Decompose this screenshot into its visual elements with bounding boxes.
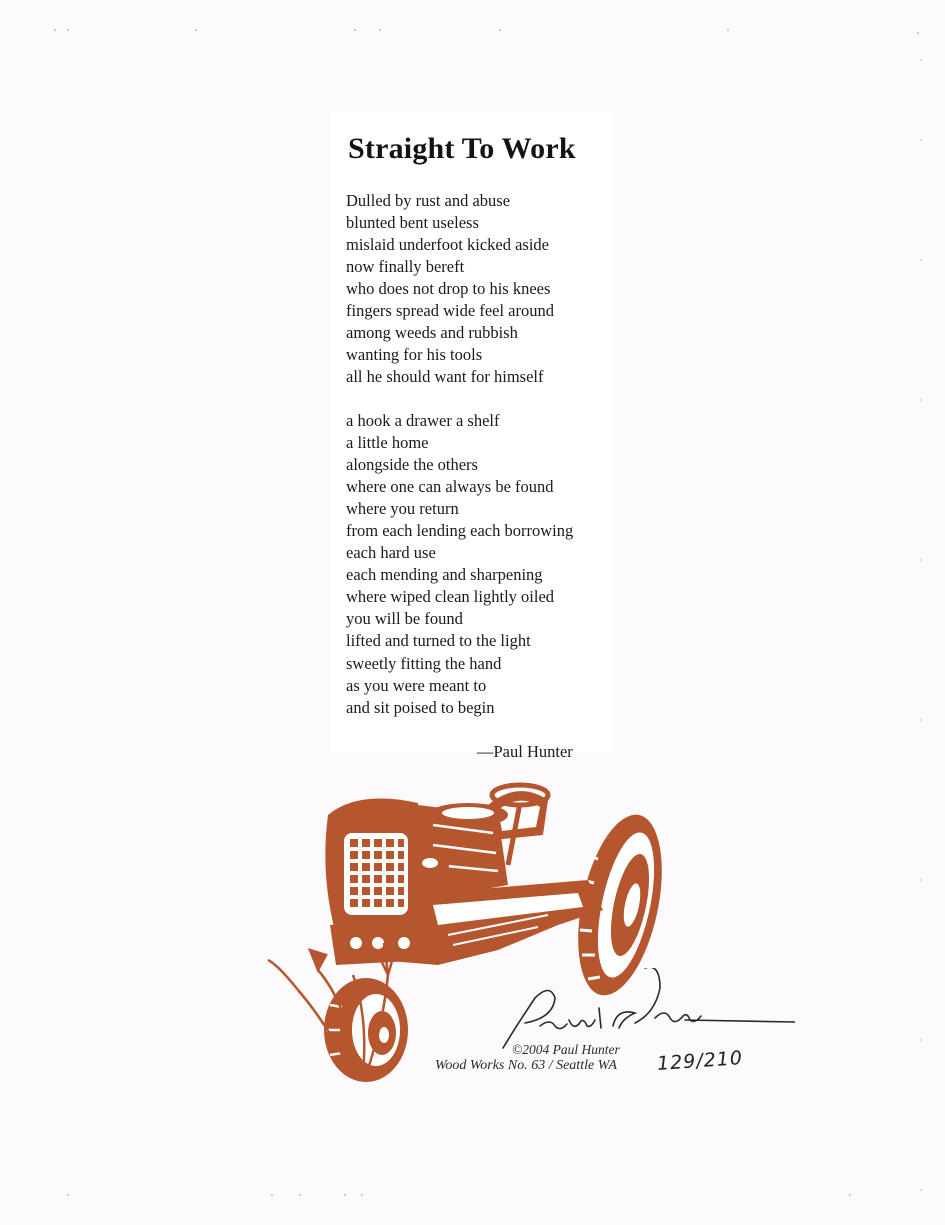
poem-line: wanting for his tools [346, 345, 483, 365]
poem-title: Straight To Work [348, 132, 576, 165]
poem-line: all he should want for himself [346, 367, 544, 387]
poem-line: blunted bent useless [346, 213, 479, 233]
poem-line: you will be found [346, 609, 463, 629]
copyright-line: ©2004 Paul Hunter [512, 1042, 620, 1057]
poem-line: from each lending each borrowing [346, 521, 574, 541]
poem-line: each hard use [346, 543, 436, 563]
edition-number: 129/210 [656, 1047, 744, 1075]
poem-line: fingers spread wide feel around [346, 301, 554, 321]
poem-line: among weeds and rubbish [346, 323, 518, 343]
poem-line: and sit poised to begin [346, 697, 495, 717]
poem-line: Dulled by rust and abuse [346, 191, 511, 210]
poem-line: as you were meant to [346, 675, 487, 695]
poem-line: each mending and sharpening [346, 565, 543, 585]
author-credit: —Paul Hunter [477, 742, 573, 761]
poem-line: where you return [346, 499, 459, 519]
series-line: Wood Works No. 63 / Seattle WA [435, 1058, 617, 1073]
poem-line: mislaid underfoot kicked aside [346, 235, 549, 255]
poem-line: now finally bereft [346, 257, 465, 277]
poem-line: who does not drop to his knees [346, 279, 551, 299]
poem-line: a little home [346, 433, 429, 453]
poem-line: where wiped clean lightly oiled [346, 587, 555, 607]
poem-line: sweetly fitting the hand [346, 653, 502, 673]
poem-line: lifted and turned to the light [346, 631, 531, 651]
poem-line: where one can always be found [346, 477, 554, 497]
poem-line: alongside the others [346, 455, 478, 475]
poem-line: a hook a drawer a shelf [346, 411, 500, 430]
